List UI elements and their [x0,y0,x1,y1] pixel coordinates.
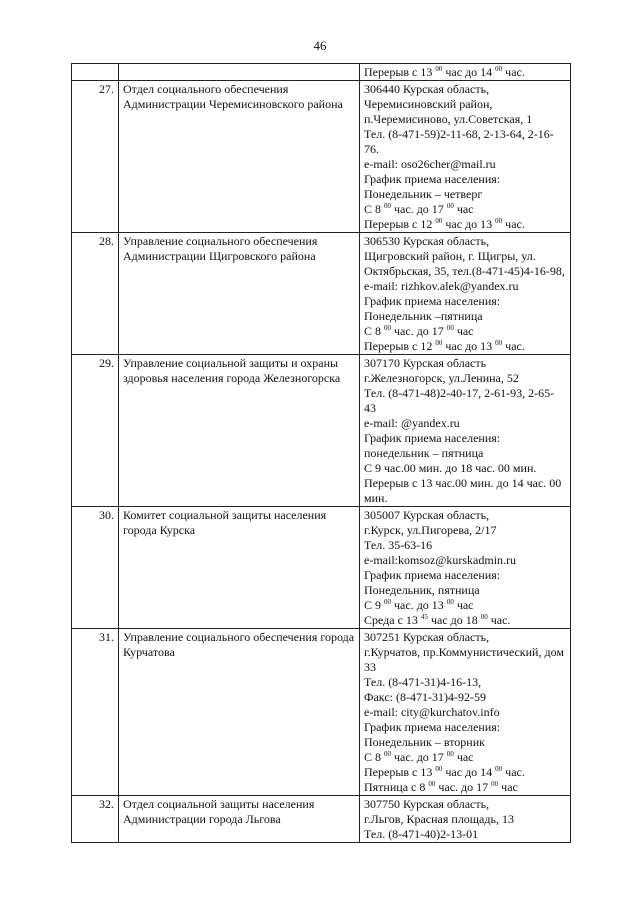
contact-info-line [364,446,566,461]
contact-info-text: Тел. 35-63-16 [364,538,433,552]
superscript-minutes: 00 [435,765,443,773]
table-row [72,81,571,233]
contact-info-line [364,797,566,812]
superscript-minutes: 00 [495,339,503,347]
contact-info-line [364,568,566,583]
organization-cell: Комитет социальной защиты населения города Курска [119,507,360,629]
contact-info-cell [360,233,571,355]
contact-info-text: час. [502,217,525,231]
contact-info-text: час [453,598,474,612]
contact-info-text: Перерыв с 13 [364,765,436,779]
contact-info-text: 305007 Курская область, [364,508,490,522]
row-number-cell [72,64,119,81]
contact-info-cell [360,629,571,796]
contact-info-line [364,217,566,232]
contact-info-cell [360,507,571,629]
contact-info-line [364,827,566,842]
contact-info-text: Тел. (8-471-59)2-11-68, 2-13-64, 2-16-76. [364,127,554,156]
contact-info-line [364,720,566,735]
contact-info-line [364,780,566,795]
superscript-minutes: 00 [491,780,499,788]
superscript-minutes: 00 [384,324,392,332]
superscript-minutes: 45 [420,613,428,621]
contact-info-line [364,82,566,97]
contact-info-text: час. [502,339,525,353]
organization-cell [119,64,360,81]
contact-info-text: 306440 Курская область, [364,82,490,96]
contact-info-line [364,645,566,675]
contact-info-text: час. до 17 [391,324,447,338]
contact-info-text: час. до 17 [391,750,447,764]
row-number-cell: 28. [72,233,119,355]
contact-info-text: Понедельник – вторник [364,735,485,749]
contact-info-line [364,583,566,598]
organization-cell: Управление социального обеспечения Администрации Щигровского района [119,233,360,355]
contact-info-line [364,294,566,309]
contact-info-line [364,279,566,294]
row-number-cell: 32. [72,796,119,843]
row-number-cell: 30. [72,507,119,629]
contact-info-text: г.Курск, ул.Пигорева, 2/17 [364,523,497,537]
contact-info-text: г.Железногорск, ул.Ленина, 52 [364,371,519,385]
contact-info-text: Тел. (8-471-40)2-13-01 [364,827,479,841]
table-row-continuation [72,64,571,81]
superscript-minutes: 00 [435,217,443,225]
contact-info-text: час [453,750,474,764]
contact-info-text: e-mail: rizhkov.alek@yandex.ru [364,279,519,293]
contact-info-text: График приема населения: [364,172,501,186]
superscript-minutes: 00 [435,339,443,347]
superscript-minutes: 00 [384,598,392,606]
contact-info-text: Понедельник –пятница [364,309,483,323]
contact-info-text: Черемисиновский район, [364,97,493,111]
organization-cell: Отдел социального обеспечения Администрации Черемисиновского района [119,81,360,233]
contact-info-line [364,553,566,568]
contact-info-text: час [498,780,518,794]
contact-info-text: С 9 [364,598,385,612]
contact-info-line [364,202,566,217]
contact-info-line [364,812,566,827]
contact-info-line [364,112,566,127]
table-row [72,507,571,629]
contact-info-cell [360,64,571,81]
contact-info-text: e-mail: oso26cher@mail.ru [364,157,496,171]
contact-info-text: Понедельник, пятница [364,583,480,597]
superscript-minutes: 00 [435,65,443,73]
contact-info-text: час. до 13 [391,598,447,612]
contact-info-line [364,249,566,279]
contact-info-text: 307170 Курская область [364,356,487,370]
contact-info-text: Факс: (8-471-31)4-92-59 [364,690,486,704]
contact-info-text: час. до 17 [391,202,447,216]
row-number-cell: 29. [72,355,119,507]
contact-info-cell [360,796,571,843]
contact-info-line [364,157,566,172]
contact-info-text: час [453,324,474,338]
contact-info-text: С 8 [364,202,385,216]
superscript-minutes: 00 [446,324,454,332]
contact-info-text: С 9 час.00 мин. до 18 час. 00 мин. [364,461,537,475]
contact-info-text: понедельник – пятница [364,446,484,460]
contact-info-text: Среда с 13 [364,613,421,627]
table-row [72,796,571,843]
superscript-minutes: 00 [480,613,488,621]
contact-info-text: час до 14 [442,765,496,779]
superscript-minutes: 00 [446,202,454,210]
contact-info-line [364,187,566,202]
contact-info-text: час. [502,765,525,779]
contact-info-text: Перерыв с 13 час.00 мин. до 14 час. 00 мин. [364,476,562,505]
table-row [72,355,571,507]
contact-info-line [364,339,566,354]
contact-info-text: Пятница с 8 [364,780,429,794]
superscript-minutes: 00 [384,202,392,210]
superscript-minutes: 00 [495,765,503,773]
contact-info-line [364,735,566,750]
contact-info-line [364,461,566,476]
contact-info-cell [360,81,571,233]
row-number-cell: 27. [72,81,119,233]
contact-info-text: час до 18 [427,613,481,627]
superscript-minutes: 00 [384,750,392,758]
contact-info-text: г.Льгов, Красная площадь, 13 [364,812,514,826]
contact-info-text: С 8 [364,750,385,764]
contact-info-line [364,598,566,613]
contact-info-text: Понедельник – четверг [364,187,483,201]
contact-info-line [364,613,566,628]
contact-info-text: час. [502,65,525,79]
contact-info-text: С 8 [364,324,385,338]
contact-info-line [364,65,566,80]
superscript-minutes: 00 [446,598,454,606]
contact-info-text: час до 14 [442,65,496,79]
contact-info-line [364,431,566,446]
contact-info-line [364,690,566,705]
contact-info-text: e-mail: city@kurchatov.info [364,705,500,719]
contact-info-text: График приема населения: [364,720,501,734]
contact-info-text: График приема населения: [364,431,501,445]
contact-info-line [364,127,566,157]
contact-info-text: e-mail: @yandex.ru [364,416,460,430]
contact-info-line [364,538,566,553]
contact-info-line [364,675,566,690]
contact-info-line [364,172,566,187]
contact-info-line [364,97,566,112]
contact-info-text: г.Курчатов, пр.Коммунистический, дом 33 [364,645,564,674]
contact-info-text: п.Черемисиново, ул.Советская, 1 [364,112,533,126]
social-services-directory-table [71,63,571,843]
contact-info-text: График приема населения: [364,568,501,582]
contact-info-text: 307251 Курская область, [364,630,490,644]
contact-info-line [364,705,566,720]
contact-info-line [364,386,566,416]
contact-info-text: Тел. (8-471-48)2-40-17, 2-61-93, 2-65-43 [364,386,555,415]
contact-info-text: Щигровский район, г. Щигры, ул. Октябрьская, 35, тел.(8-471-45)4-16-98, [364,249,565,278]
contact-info-line [364,309,566,324]
superscript-minutes: 00 [446,750,454,758]
contact-info-line [364,523,566,538]
contact-info-text: 306530 Курская область, [364,234,490,248]
table-row [72,233,571,355]
page-number: 46 [313,38,327,53]
contact-info-text: час. [487,613,511,627]
contact-info-text: час. до 17 [435,780,492,794]
superscript-minutes: 00 [495,65,503,73]
organization-cell: Управление социальной защиты и охраны здоровья населения города Железногорска [119,355,360,507]
contact-info-line [364,356,566,371]
contact-info-line [364,476,566,506]
organization-cell: Отдел социальной защиты населения Администрации города Льгова [119,796,360,843]
contact-info-line [364,750,566,765]
organization-cell: Управление социального обеспечения города Курчатова [119,629,360,796]
contact-info-text: Перерыв с 12 [364,217,436,231]
contact-info-text: час до 13 [442,339,496,353]
contact-info-text: час до 13 [442,217,496,231]
contact-info-text: Перерыв с 12 [364,339,436,353]
row-number-cell: 31. [72,629,119,796]
contact-info-text: e-mail:komsoz@kurskadmin.ru [364,553,517,567]
contact-info-line [364,371,566,386]
contact-info-line [364,234,566,249]
contact-info-line [364,765,566,780]
contact-info-text: График приема населения: [364,294,501,308]
superscript-minutes: 00 [495,217,503,225]
contact-info-text: час [453,202,474,216]
contact-info-text: Перерыв с 13 [364,65,436,79]
contact-info-line [364,416,566,431]
contact-info-line [364,324,566,339]
contact-info-text: 307750 Курская область, [364,797,490,811]
superscript-minutes: 00 [428,780,436,788]
table-row [72,629,571,796]
table-body [72,64,571,843]
contact-info-text: Тел. (8-471-31)4-16-13, [364,675,482,689]
contact-info-line [364,508,566,523]
contact-info-line [364,630,566,645]
contact-info-cell [360,355,571,507]
